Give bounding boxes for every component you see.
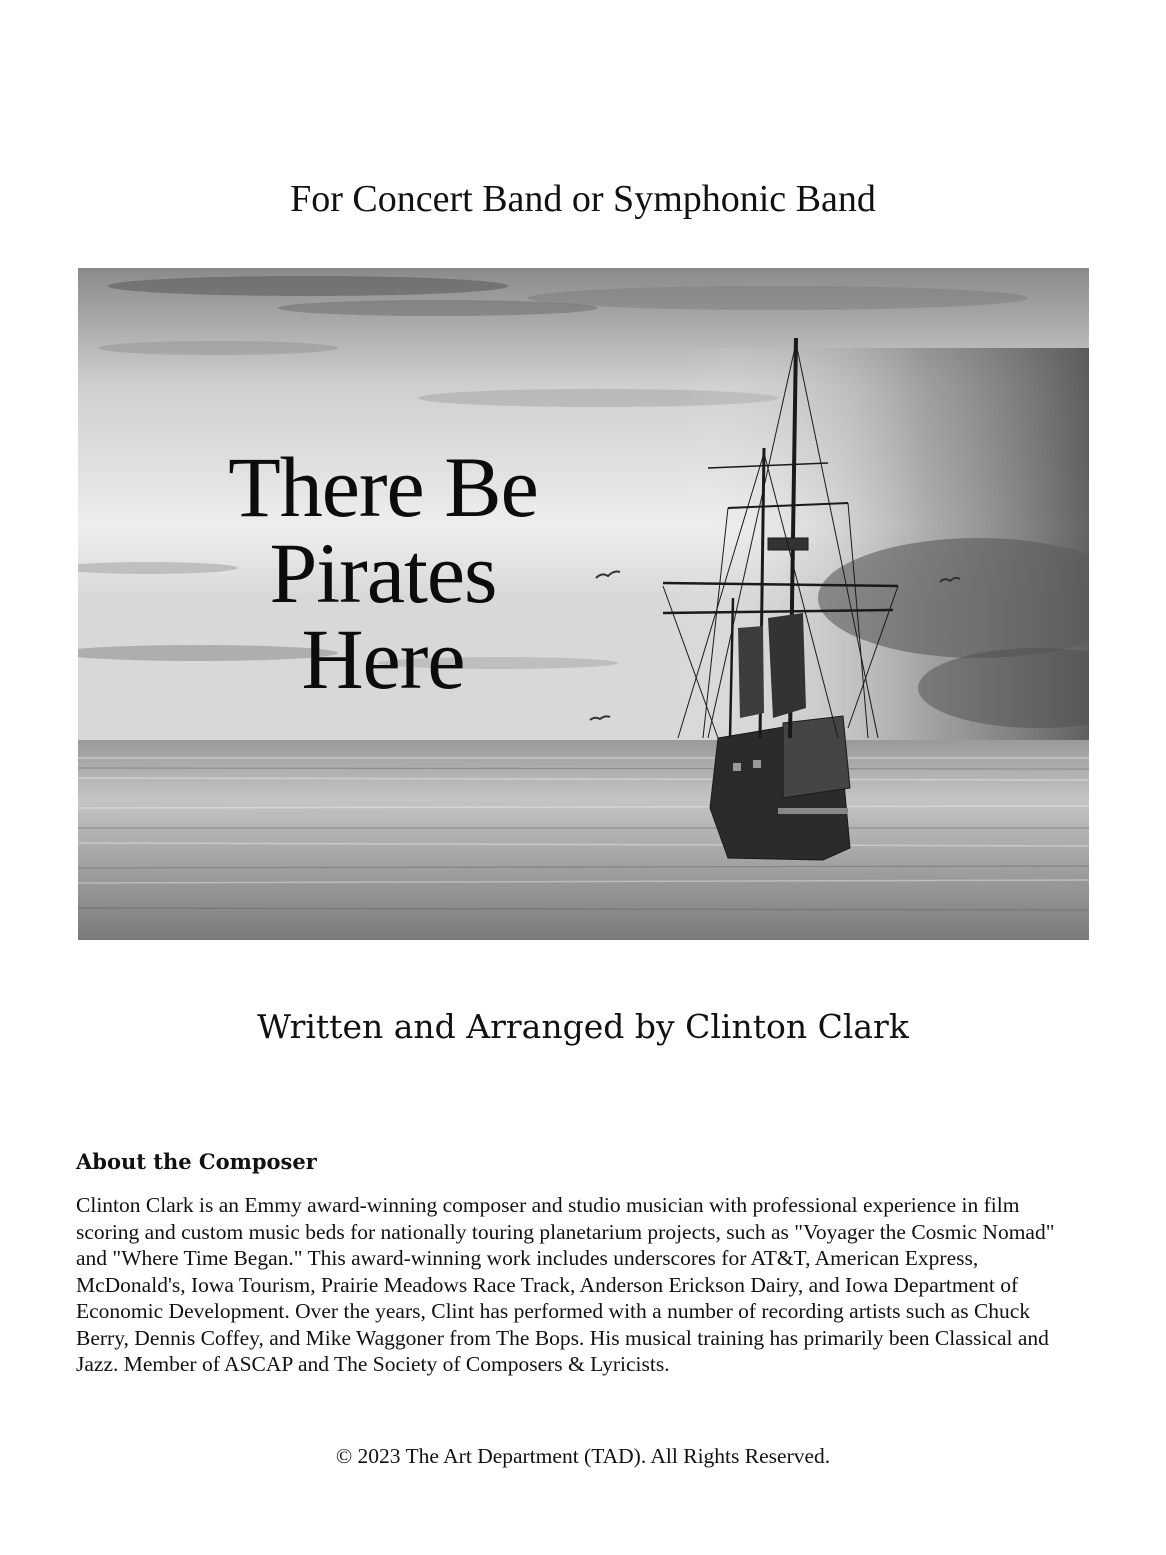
cover-title-line: There Be bbox=[228, 439, 538, 535]
cover-image bbox=[78, 268, 1089, 940]
about-heading: About the Composer bbox=[76, 1149, 317, 1174]
copyright-notice: © 2023 The Art Department (TAD). All Rights Reserved. bbox=[335, 1444, 831, 1468]
composer-credit: Written and Arranged by Clinton Clark bbox=[257, 1007, 909, 1046]
cover-title bbox=[178, 439, 588, 707]
cover-title-line: Here bbox=[301, 611, 465, 707]
cover-title-line: Pirates bbox=[269, 525, 497, 621]
subtitle: For Concert Band or Symphonic Band bbox=[290, 178, 876, 220]
about-body: Clinton Clark is an Emmy award-winning composer and studio musician with professional experience in film scoring and custom music beds for nationally touring planetarium projects, such as "Voyager the Cosmic Nomad" and "Where Time Began." This award-winning work includes underscores for AT&T, American Express, McDonald's, Iowa Tourism, Prairie Meadows Race Track, Anderson Erickson Dairy, and Iowa Department of Economic Development. Over the years, Clint has performed with a number of recording artists such as Chuck Berry, Dennis Coffey, and Mike Waggoner from The Bops. His musical training has primarily been Classical and Jazz. Member of ASCAP and The Society of Composers & Lyricists. bbox=[76, 1193, 1055, 1376]
